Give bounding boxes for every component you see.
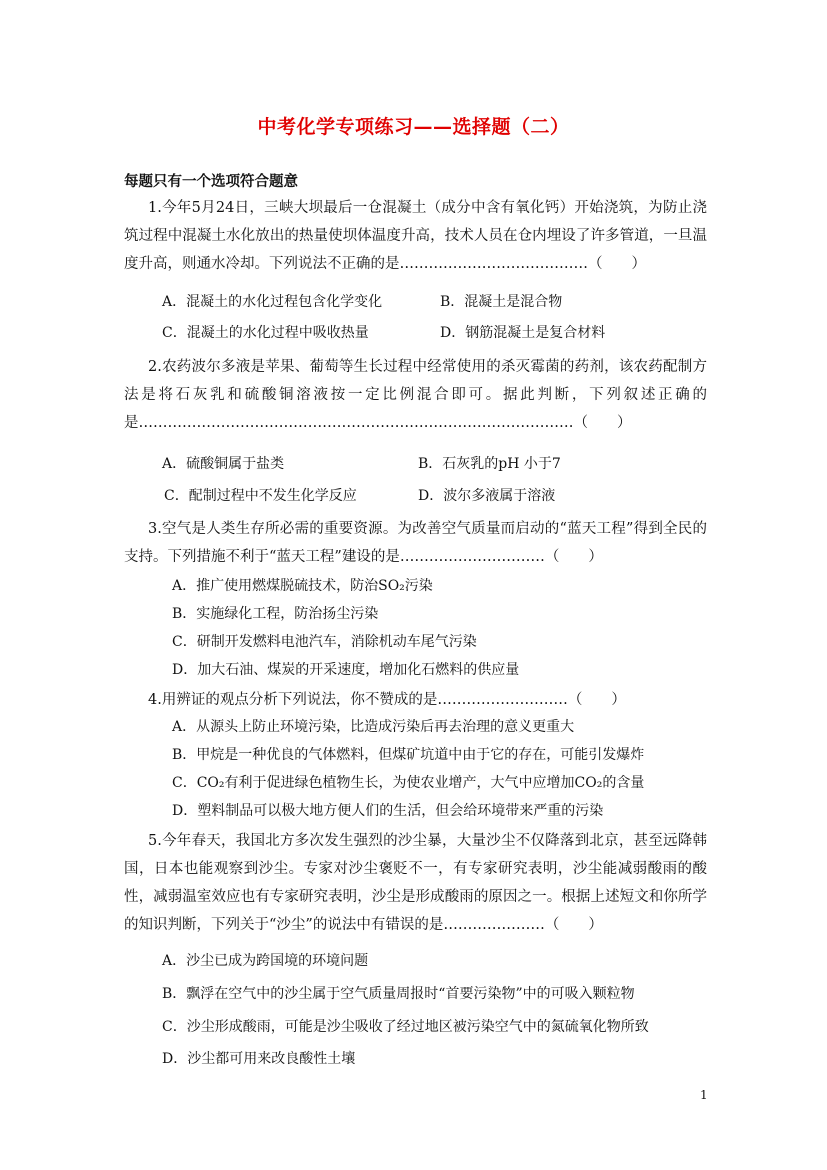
q3-option-d: D．加大石油、煤炭的开采速度，增加化石燃料的供应量: [172, 662, 520, 678]
question-4-stem: 4.用辨证的观点分析下列说法，你不赞成的是………………………（ ）: [148, 692, 626, 708]
q5-option-a: A．沙尘已成为跨国境的环境问题: [162, 953, 369, 969]
q1-option-a: A．混凝土的水化过程包含化学变化: [162, 294, 383, 310]
question-2-stem: 2.农药波尔多液是苹果、葡萄等生长过程中经常使用的杀灭霉菌的药剂，该农药配制方法是将石灰乳和硫酸铜溶液按一定比例混合即可。据此判断，下列叙述正确的是………………………………………………………………………………（ ）: [124, 359, 707, 431]
q4-option-b: B．甲烷是一种优良的气体燃料，但煤矿坑道中由于它的存在，可能引发爆炸: [172, 747, 645, 763]
q2-option-b: B．石灰乳的pH 小于7: [418, 456, 561, 472]
q4-option-c: C．CO₂有利于促进绿色植物生长，为使农业增产，大气中应增加CO₂的含量: [172, 775, 645, 791]
page-number: 1: [700, 1088, 708, 1102]
q5-option-b: B．飘浮在空气中的沙尘属于空气质量周报时“首要污染物”中的可吸入颗粒物: [162, 986, 635, 1002]
question-3-stem: 3.空气是人类生存所必需的重要资源。为改善空气质量而启动的“蓝天工程”得到全民的支持。下列措施不利于“蓝天工程”建设的是…………………………（ ）: [124, 521, 707, 565]
question-5-stem: 5.今年春天，我国北方多次发生强烈的沙尘暴，大量沙尘不仅降落到北京，甚至远降韩国，日本也能观察到沙尘。专家对沙尘褒贬不一，有专家研究表明，沙尘能减弱酸雨的酸性，减弱温室效应也有专家研究表明，沙尘是形成酸雨的原因之一。根据上述短文和你所学的知识判断，下列关于“沙尘”的说法中有错误的是…………………（ ）: [124, 833, 707, 933]
q4-option-d: D．塑料制品可以极大地方便人们的生活，但会给环境带来严重的污染: [172, 803, 604, 819]
q1-option-d: D．钢筋混凝土是复合材料: [440, 325, 606, 341]
q1-option-c: C．混凝土的水化过程中吸收热量: [162, 325, 369, 341]
q3-option-c: C．研制开发燃料电池汽车，消除机动车尾气污染: [172, 634, 477, 650]
q1-option-b: B．混凝土是混合物: [440, 294, 563, 310]
q2-option-c: C．配制过程中不发生化学反应: [164, 488, 357, 504]
q3-option-b: B．实施绿化工程，防治扬尘污染: [172, 606, 379, 622]
question-1-stem: 1.今年5月24日，三峡大坝最后一仓混凝土（成分中含有氧化钙）开始浇筑，为防止浇筑过程中混凝土水化放出的热量使坝体温度升高，技术人员在仓内埋设了许多管道，一旦温度升高，则通水冷却。下列说法不正确的是…………………………………（ ）: [124, 200, 707, 272]
instruction-text: 每题只有一个选项符合题意: [124, 173, 298, 190]
document-title: 中考化学专项练习——选择题（二）: [257, 116, 570, 138]
q5-option-c: C．沙尘形成酸雨，可能是沙尘吸收了经过地区被污染空气中的氮硫氧化物所致: [162, 1019, 649, 1035]
q2-option-d: D．波尔多液属于溶液: [418, 488, 556, 504]
q5-option-d: D．沙尘都可用来改良酸性土壤: [162, 1051, 356, 1067]
q4-option-a: A．从源头上防止环境污染，比造成污染后再去治理的意义更重大: [172, 719, 575, 735]
q3-option-a: A．推广使用燃煤脱硫技术，防治SO₂污染: [172, 578, 433, 594]
q2-option-a: A．硫酸铜属于盐类: [162, 456, 285, 472]
